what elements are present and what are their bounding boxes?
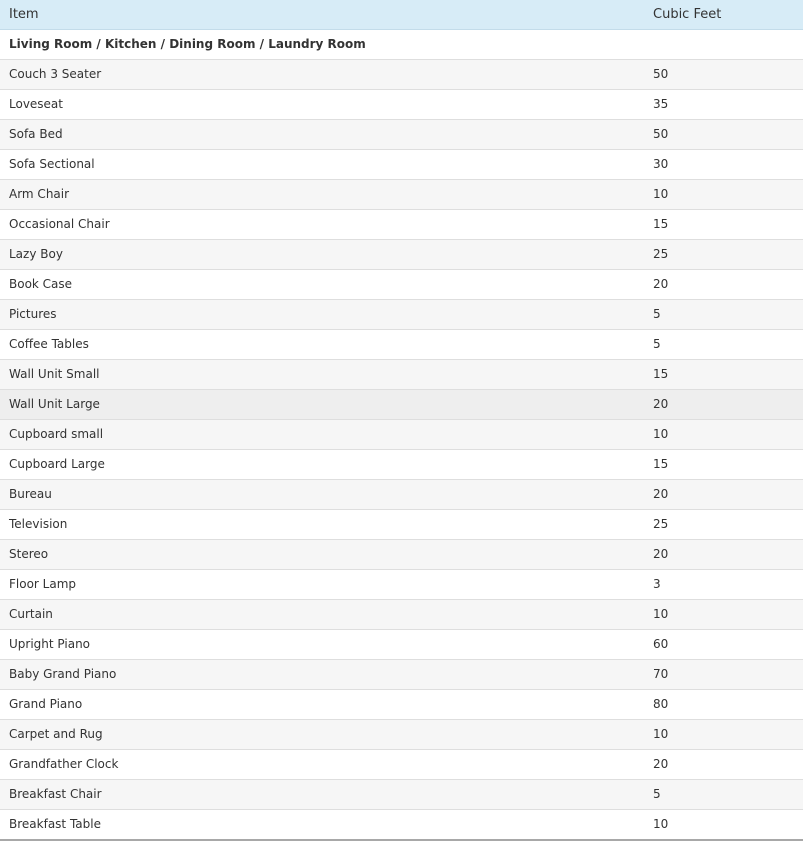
table-row [0,149,803,179]
cubic-feet-cell: 15 [644,359,803,389]
table-row [0,209,803,239]
item-name-cell: Grand Piano [0,689,644,719]
table-row [0,749,803,779]
cubic-feet-cell: 70 [644,659,803,689]
item-name-cell: Lazy Boy [0,239,644,269]
cubic-feet-cell: 10 [644,419,803,449]
cubic-feet-cell: 10 [644,809,803,839]
table-row [0,299,803,329]
table-row [0,329,803,359]
cubic-feet-cell: 5 [644,329,803,359]
item-name-cell: Curtain [0,599,644,629]
table-row [0,89,803,119]
cubic-feet-cell: 35 [644,89,803,119]
cubic-feet-cell: 25 [644,239,803,269]
item-name-cell: Television [0,509,644,539]
item-name-cell: Sofa Bed [0,119,644,149]
cubic-feet-cell: 15 [644,449,803,479]
table-header-row [0,0,803,29]
cubic-feet-cell: 10 [644,719,803,749]
table-row [0,509,803,539]
cubic-feet-cell: 5 [644,299,803,329]
cubic-feet-cell: 10 [644,599,803,629]
table-row [0,659,803,689]
table-row [0,539,803,569]
table-row [0,179,803,209]
item-name-cell: Loveseat [0,89,644,119]
table-row [0,59,803,89]
item-name-cell: Arm Chair [0,179,644,209]
item-name-cell: Breakfast Table [0,809,644,839]
item-name-cell: Sofa Sectional [0,149,644,179]
item-name-cell: Baby Grand Piano [0,659,644,689]
item-name-cell: Grandfather Clock [0,749,644,779]
table-row [0,569,803,599]
section-title: Living Room / Kitchen / Dining Room / Laundry Room [0,29,644,59]
item-name-cell: Bureau [0,479,644,509]
item-name-cell: Wall Unit Large [0,389,644,419]
item-name-cell: Carpet and Rug [0,719,644,749]
item-name-cell: Stereo [0,539,644,569]
cubic-feet-cell: 50 [644,119,803,149]
table-row [0,419,803,449]
table-row [0,269,803,299]
item-name-cell: Cupboard Large [0,449,644,479]
table-row [0,359,803,389]
cubic-feet-cell: 20 [644,749,803,779]
item-name-cell: Breakfast Chair [0,779,644,809]
column-header-item: Item [0,0,644,29]
cubic-feet-cell: 10 [644,179,803,209]
item-name-cell: Upright Piano [0,629,644,659]
table-row [0,389,803,419]
item-name-cell: Couch 3 Seater [0,59,644,89]
table-row [0,599,803,629]
column-header-cubic-feet: Cubic Feet [644,0,803,29]
item-name-cell: Occasional Chair [0,209,644,239]
cubic-feet-cell: 20 [644,479,803,509]
table-row [0,809,803,839]
item-name-cell: Wall Unit Small [0,359,644,389]
table-row [0,629,803,659]
cubic-feet-cell: 80 [644,689,803,719]
table-row [0,719,803,749]
table-row [0,689,803,719]
item-name-cell: Book Case [0,269,644,299]
cubic-feet-cell: 25 [644,509,803,539]
table-body [0,29,803,839]
cubic-feet-cell: 20 [644,539,803,569]
cubic-feet-cell: 3 [644,569,803,599]
table-row [0,119,803,149]
table-row [0,239,803,269]
item-name-cell: Cupboard small [0,419,644,449]
table-row [0,479,803,509]
cubic-feet-cell: 20 [644,389,803,419]
cubic-feet-cell: 15 [644,209,803,239]
table-header [0,0,803,29]
section-row [0,29,803,59]
cubic-feet-cell: 30 [644,149,803,179]
item-name-cell: Coffee Tables [0,329,644,359]
cubic-feet-cell: 20 [644,269,803,299]
cubic-feet-cell: 60 [644,629,803,659]
table-row [0,449,803,479]
table-row [0,779,803,809]
section-empty-cell [644,29,803,59]
item-name-cell: Pictures [0,299,644,329]
cubic-feet-cell: 50 [644,59,803,89]
item-name-cell: Floor Lamp [0,569,644,599]
cubic-feet-cell: 5 [644,779,803,809]
